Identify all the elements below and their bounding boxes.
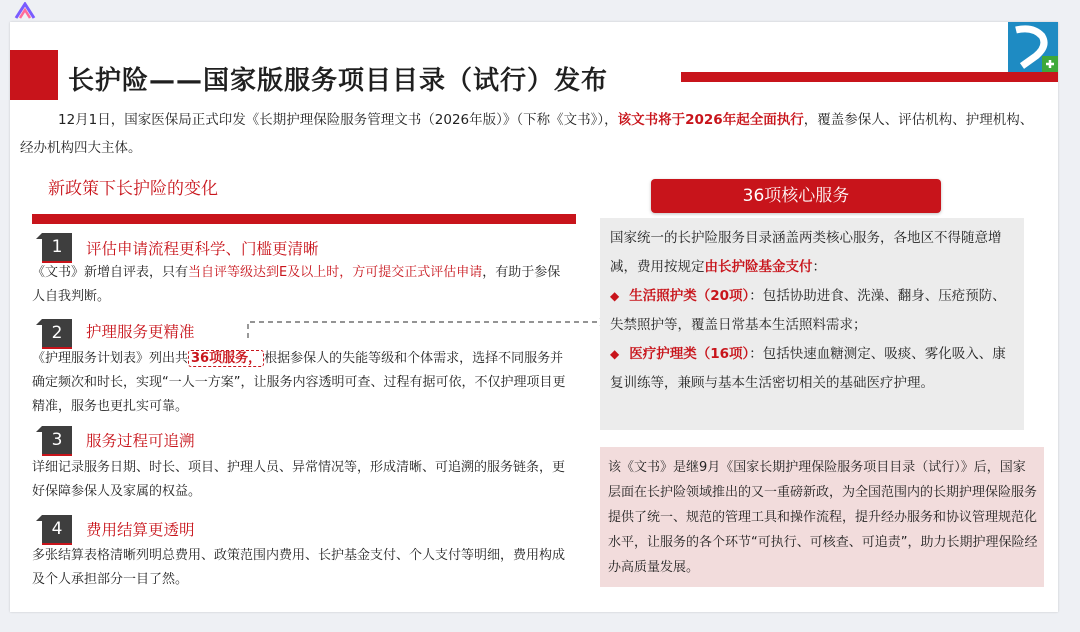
item-text-2 xyxy=(32,347,572,419)
core-intro-a: 国家统一的长护险服务目录涵盖两类核心服务，各地区不得随意增减，费用按规定 xyxy=(610,230,1002,275)
core-services-box xyxy=(600,218,1027,430)
item-title-4: 费用结算更透明 xyxy=(86,521,195,539)
left-section-bar xyxy=(32,214,576,224)
app-logo-icon[interactable] xyxy=(14,2,36,20)
item-text-1-b: ，有助于参保人自我判断。 xyxy=(32,265,561,304)
brand-corner-logo-icon xyxy=(1008,22,1058,72)
intro-text-b: ，覆盖参保人、评估机构、护理机构、经办机构四大主体。 xyxy=(20,112,1034,156)
dashed-arrow-connector xyxy=(240,310,612,340)
item-title-1: 评估申请流程更科学、门槛更清晰 xyxy=(86,240,319,258)
category-1-title: 生活照护类（20项） xyxy=(629,288,750,304)
category-1-text: ：包括协助进食、洗澡、翻身、压疮预防、失禁照护等，覆盖日常基本生活照料需求； xyxy=(610,288,1006,333)
summary-box xyxy=(600,447,1044,587)
title-accent-bar xyxy=(681,72,1058,82)
diamond-bullet-icon: ◆ xyxy=(610,289,620,303)
item-title-2: 护理服务更精准 xyxy=(86,323,195,341)
slide xyxy=(10,22,1058,612)
summary-text: 该《文书》是继9月《国家长期护理保险服务项目目录（试行）》后，国家层面在长护险领域推出的又一重磅新政，为全国范围内的长期护理保险服务提供了统一、规范的管理工具和操作流程，提升经办服务和协议管理规范化水平，让服务的各个环节“可执行、可核查、可追责”，助力长期护理保险经办高质量发展。 xyxy=(608,460,1038,575)
item-title-3: 服务过程可追溯 xyxy=(86,432,195,450)
item-number-1: 1 xyxy=(42,233,72,263)
page-title: 长护险——国家版服务项目目录（试行）发布 xyxy=(68,66,609,96)
item-text-1-a: 《文书》新增自评表，只有 xyxy=(32,265,189,280)
item-number-2: 2 xyxy=(42,319,72,349)
item-text-2-b: 根据参保人的失能等级和个体需求，选择不同服务并确定频次和时长，实现“一人一方案”，让服务内容透明可查、过程有据可依，不仅护理项目更精准，服务也更扎实可靠。 xyxy=(32,351,566,414)
item-number-4: 4 xyxy=(42,515,72,545)
core-intro-b: ： xyxy=(812,259,826,275)
left-section-heading: 新政策下长护险的变化 xyxy=(48,179,218,199)
item-text-1-highlight: 当自评等级达到E及以上时，方可提交正式评估申请 xyxy=(188,265,483,280)
item-text-4: 多张结算表格清晰列明总费用、政策范围内费用、长护基金支付、个人支付等明细，费用构成及个人承担部分一目了然。 xyxy=(32,548,566,587)
item-text-2-a: 《护理服务计划表》列出共 xyxy=(32,351,189,366)
title-accent-block xyxy=(10,50,58,100)
diamond-bullet-icon: ◆ xyxy=(610,347,620,361)
item-text-1 xyxy=(32,261,572,309)
item-text-3: 详细记录服务日期、时长、项目、护理人员、异常情况等，形成清晰、可追溯的服务链条，更好保障参保人及家属的权益。 xyxy=(32,460,566,499)
item-number-3: 3 xyxy=(42,426,72,456)
category-2-title: 医疗护理类（16项） xyxy=(629,346,750,362)
core-intro-highlight: 由长护险基金支付 xyxy=(704,259,813,275)
core-services-heading: 36项核心服务 xyxy=(651,179,941,213)
intro-highlight: 该文书将于2026年起全面执行 xyxy=(617,112,804,128)
item-text-2-highlight: 36项服务， xyxy=(188,350,264,367)
intro-text-a: 12月1日，国家医保局正式印发《长期护理保险服务管理文书（2026年版）》（下称《文书》）， xyxy=(58,112,618,128)
core-services-text xyxy=(610,224,1018,398)
category-2-text: ：包括快速血糖测定、吸痰、雾化吸入、康复训练等，兼顾与基本生活密切相关的基础医疗护理。 xyxy=(610,346,1006,391)
intro-paragraph xyxy=(20,106,1040,162)
